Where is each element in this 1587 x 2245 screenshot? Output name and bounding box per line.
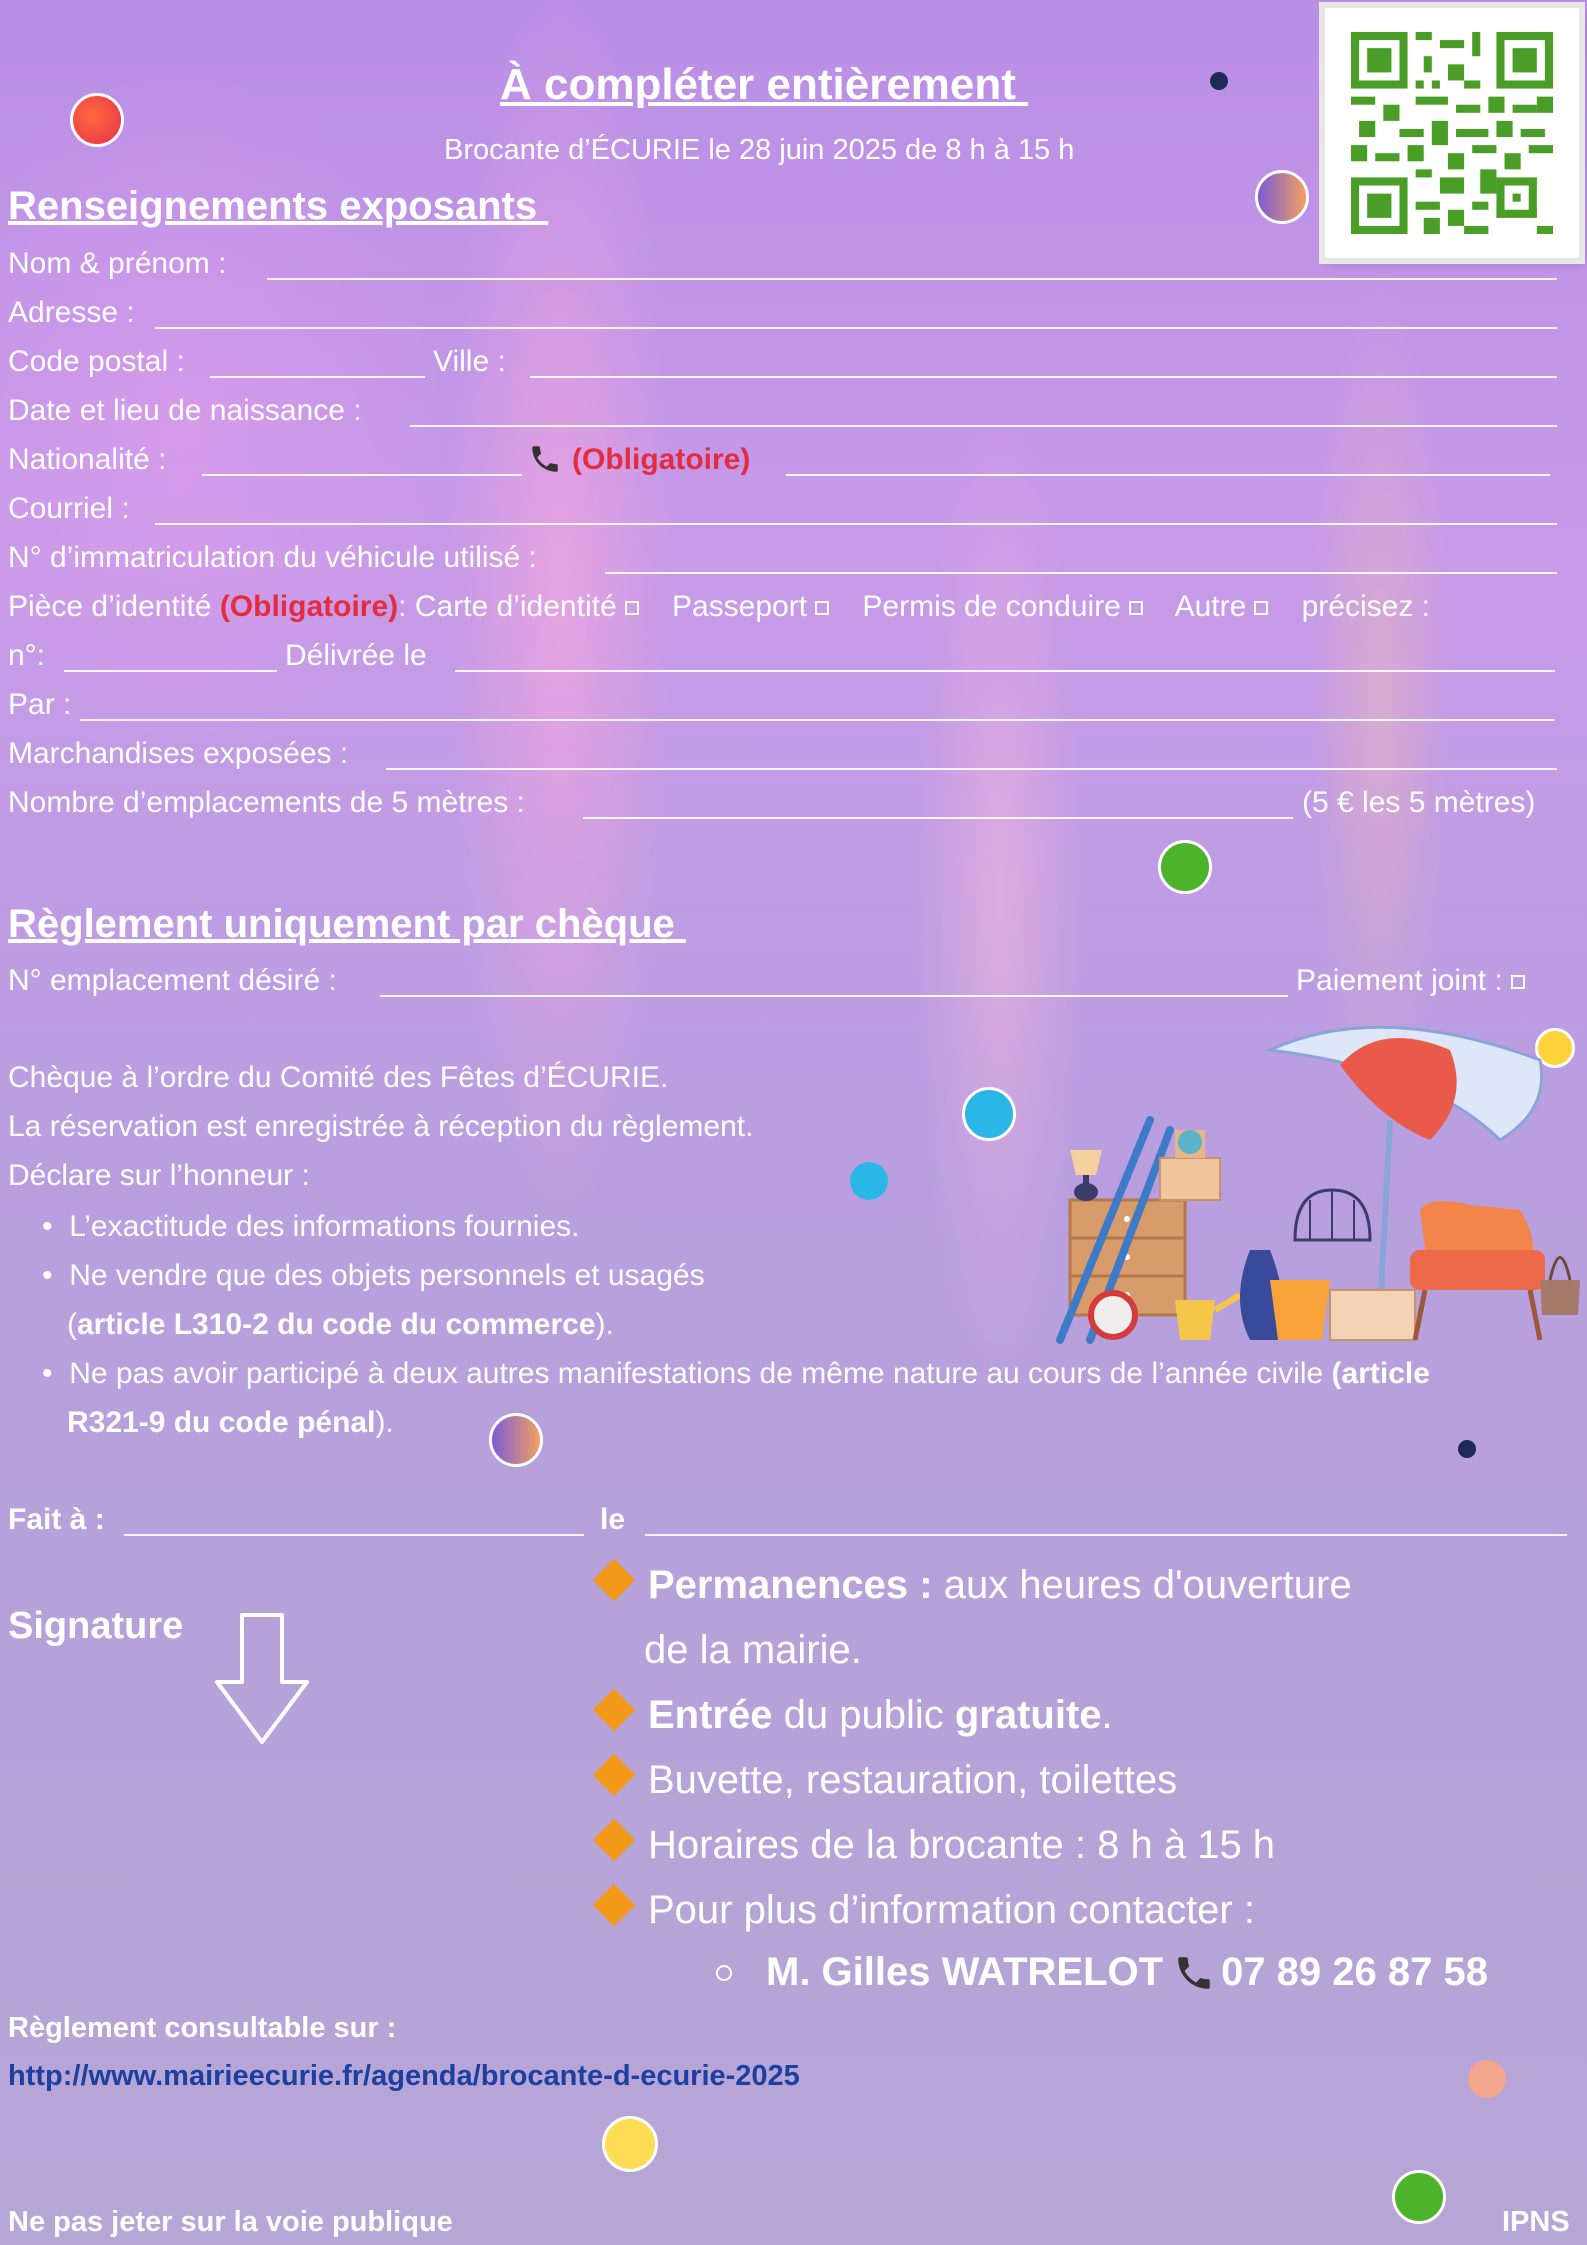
entree-text: Entrée du public gratuite. — [648, 1693, 1113, 1737]
carte-checkbox[interactable] — [625, 601, 639, 615]
qr-code[interactable] — [1325, 8, 1579, 258]
option-autre[interactable]: Autre — [1175, 590, 1269, 623]
permis-checkbox[interactable] — [1129, 601, 1143, 615]
list-item-continuation: (article L310-2 du code du commerce). — [67, 1308, 614, 1341]
courriel-label: Courriel : — [8, 492, 130, 525]
piece-separator: : — [398, 590, 407, 623]
qr-code-icon — [1351, 32, 1553, 234]
ville-field[interactable] — [530, 376, 1557, 378]
contact-name: M. Gilles WATRELOT — [766, 1950, 1164, 1994]
precisez-label: précisez : — [1301, 590, 1431, 623]
code-postal-field[interactable] — [210, 376, 425, 378]
decor-dot-gradient-2 — [489, 1413, 543, 1467]
phone-field[interactable] — [786, 474, 1550, 476]
numero-field[interactable] — [64, 670, 277, 672]
adresse-field[interactable] — [155, 327, 1557, 329]
ipns-label: IPNS — [1502, 2206, 1570, 2238]
courriel-field[interactable] — [155, 523, 1557, 525]
decor-dot-navy — [1210, 72, 1228, 90]
circle-bullet-icon — [716, 1965, 732, 1981]
signature-label: Signature — [8, 1605, 184, 1647]
decor-dot-peach — [1468, 2060, 1506, 2098]
list-item: • Ne vendre que des objets personnels et usagés — [42, 1259, 705, 1292]
nationalite-field[interactable] — [202, 474, 522, 476]
decor-dot-cyan — [962, 1087, 1016, 1141]
phone-icon — [1173, 1952, 1215, 1994]
passeport-checkbox[interactable] — [815, 601, 829, 615]
fait-field[interactable] — [124, 1534, 584, 1536]
naissance-field[interactable] — [410, 425, 1557, 427]
decor-dot-cyan-small — [850, 1162, 888, 1200]
contact-text: Pour plus d’information contacter : — [648, 1888, 1255, 1932]
diamond-icon — [593, 1819, 635, 1861]
horaires-text: Horaires de la brocante : 8 h à 15 h — [648, 1823, 1276, 1867]
par-field[interactable] — [80, 719, 1555, 721]
brocante-illustration — [1050, 1010, 1580, 1350]
marchandises-label: Marchandises exposées : — [8, 737, 349, 770]
emplacement-label: N° emplacement désiré : — [8, 964, 337, 997]
delivree-field[interactable] — [455, 670, 1555, 672]
list-item: • L’exactitude des informations fournies. — [42, 1210, 580, 1243]
emplacement-field[interactable] — [380, 995, 1288, 997]
ville-label: Ville : — [433, 345, 506, 378]
emplacements-field[interactable] — [583, 817, 1293, 819]
reglement-link[interactable]: http://www.mairieecurie.fr/agenda/brocante-d-ecurie-2025 — [8, 2060, 800, 2092]
option-permis[interactable]: Permis de conduire — [862, 590, 1142, 623]
tarif-label: (5 € les 5 mètres) — [1302, 786, 1536, 819]
form-title: À compléter entièrement — [500, 60, 1029, 109]
autre-checkbox[interactable] — [1254, 601, 1268, 615]
diamond-icon — [593, 1559, 635, 1601]
contact-line — [716, 1950, 1488, 1995]
reservation-text: La réservation est enregistrée à réception du règlement. — [8, 1110, 754, 1143]
option-passeport[interactable]: Passeport — [672, 590, 829, 623]
reglement-consultable-label: Règlement consultable sur : — [8, 2012, 397, 2044]
nationalite-label: Nationalité : — [8, 443, 167, 476]
delivree-label: Délivrée le — [285, 639, 427, 672]
decor-dot-green-2 — [1392, 2170, 1446, 2224]
diamond-icon — [593, 1689, 635, 1731]
permanences-text-line2: de la mairie. — [644, 1628, 862, 1672]
piece-label: Pièce d’identité — [8, 590, 212, 623]
phone-icon — [528, 442, 562, 481]
decor-dot-gradient — [1255, 170, 1309, 224]
decor-dot-navy-2 — [1458, 1440, 1476, 1458]
piece-obligatoire: (Obligatoire) — [219, 590, 399, 623]
immatriculation-field[interactable] — [605, 572, 1557, 574]
piece-identite-row — [8, 592, 1430, 622]
code-postal-label: Code postal : — [8, 345, 185, 378]
phone-obligatoire-label: (Obligatoire) — [572, 443, 751, 476]
buvette-text: Buvette, restauration, toilettes — [648, 1758, 1178, 1802]
decor-dot-red — [70, 93, 124, 147]
paiement-label: Paiement joint : — [1296, 964, 1503, 997]
nom-field[interactable] — [267, 278, 1557, 280]
exposants-heading: Renseignements exposants — [8, 184, 549, 228]
par-label: Par : — [8, 688, 72, 721]
date-field[interactable] — [645, 1534, 1567, 1536]
decor-dot-green — [1158, 840, 1212, 894]
naissance-label: Date et lieu de naissance : — [8, 394, 362, 427]
decor-dot-yellow-2 — [602, 2116, 658, 2172]
emplacements-label: Nombre d’emplacements de 5 mètres : — [8, 786, 525, 819]
signature-area[interactable] — [8, 1760, 568, 1960]
list-item-continuation: R321-9 du code pénal). — [67, 1406, 394, 1439]
numero-label: n°: — [8, 639, 46, 672]
arrow-down-icon — [212, 1610, 312, 1750]
nom-label: Nom & prénom : — [8, 247, 227, 280]
cheque-text: Chèque à l’ordre du Comité des Fêtes d’ÉCURIE. — [8, 1061, 669, 1094]
paiement-checkbox[interactable] — [1511, 975, 1525, 989]
declare-text: Déclare sur l’honneur : — [8, 1159, 310, 1192]
ne-pas-jeter-text: Ne pas jeter sur la voie publique — [8, 2206, 453, 2238]
marchandises-field[interactable] — [386, 768, 1557, 770]
permanences-text: Permanences : aux heures d'ouverture — [648, 1563, 1352, 1607]
event-subtitle: Brocante d’ÉCURIE le 28 juin 2025 de 8 h à 15 h — [444, 134, 1075, 166]
contact-phone[interactable]: 07 89 26 87 58 — [1221, 1950, 1488, 1994]
immatriculation-label: N° d’immatriculation du véhicule utilisé : — [8, 541, 537, 574]
option-carte[interactable]: Carte d’identité — [415, 590, 639, 623]
list-item: • Ne pas avoir participé à deux autres manifestations de même nature au cours de l’année civile (article — [42, 1357, 1430, 1390]
fait-label: Fait à : — [8, 1503, 105, 1536]
adresse-label: Adresse : — [8, 296, 135, 329]
reglement-heading: Règlement uniquement par chèque — [8, 902, 686, 946]
le-label: le — [600, 1503, 626, 1536]
diamond-icon — [593, 1754, 635, 1796]
paiement-row — [1296, 966, 1525, 996]
diamond-icon — [593, 1884, 635, 1926]
